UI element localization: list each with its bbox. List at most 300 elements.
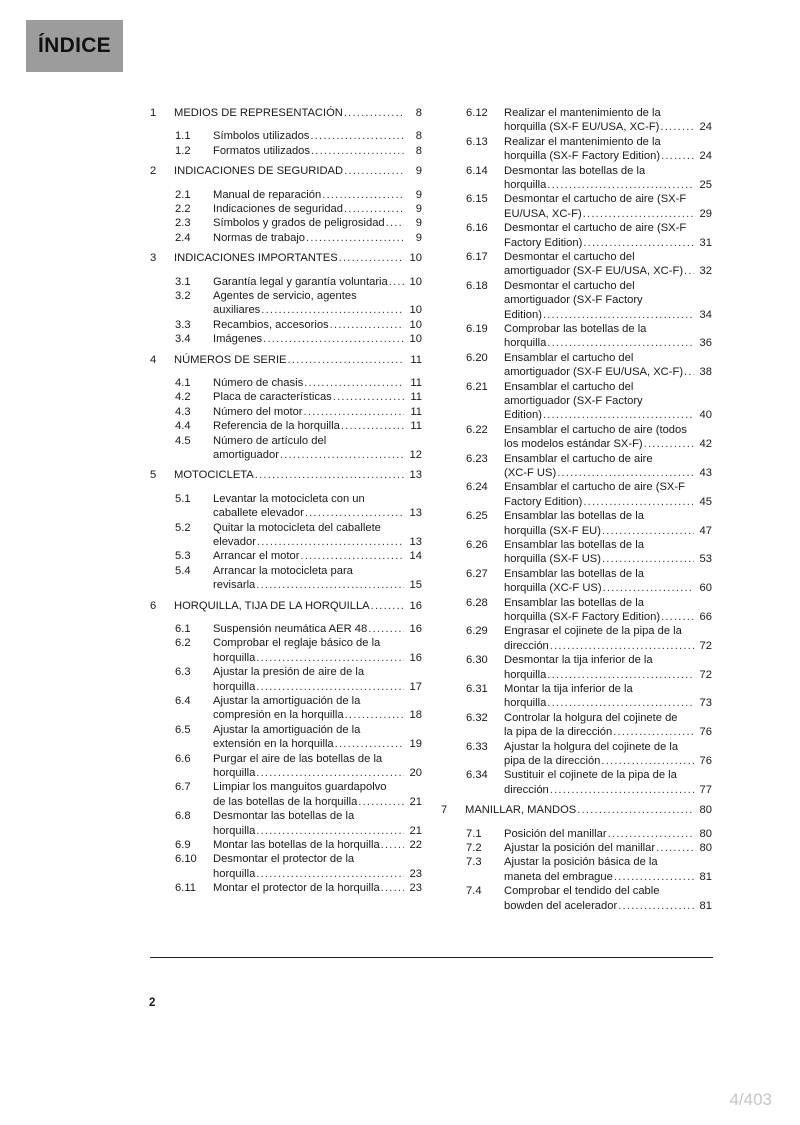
- toc-page-number: 76: [699, 755, 712, 767]
- toc-entry-title: dirección: [504, 639, 549, 652]
- toc-entry-title: Ajustar la amortiguación de la: [213, 695, 361, 707]
- toc-leader-dots: [547, 668, 694, 682]
- toc-entry-number: 4.3: [175, 405, 191, 418]
- toc-page-number: 60: [699, 582, 712, 595]
- toc-entry-number: 5.4: [175, 564, 191, 577]
- toc-entry-title: horquilla: [504, 179, 547, 191]
- toc-entry-title: Desmontar las botellas de la: [504, 164, 646, 177]
- toc-leader-dots: [543, 408, 694, 422]
- toc-entry-title: horquilla (SX-F EU): [504, 524, 601, 537]
- toc-entry-title: Montar el protector de la horquilla: [213, 882, 380, 895]
- toc-entry-title: MANILLAR, MANDOS: [465, 804, 577, 817]
- toc-leader-dots: [333, 390, 404, 404]
- toc-page-number: 8: [415, 107, 422, 119]
- toc-entry-title: horquilla: [504, 668, 547, 681]
- toc-page-number: 43: [699, 467, 712, 479]
- toc-entry-number: 6.26: [466, 539, 488, 551]
- toc-leader-dots: [255, 468, 404, 482]
- toc-page-number: 11: [410, 353, 422, 366]
- toc-entry-number: 4: [150, 353, 157, 366]
- toc-entry-title: amortiguador: [213, 449, 279, 461]
- toc-entry-title: Arrancar el motor: [213, 550, 300, 563]
- toc-entry-number: 4.1: [175, 377, 191, 389]
- toc-entry-title: maneta del embrague: [504, 870, 613, 883]
- toc-entry-title: Posición del manillar: [504, 827, 607, 840]
- toc-entry-title: Montar la tija inferior de la: [504, 683, 633, 695]
- toc-page-number: 42: [699, 438, 712, 451]
- toc-entry-title: Suspensión neumática AER 48: [213, 623, 368, 635]
- toc-leader-dots: [543, 308, 694, 322]
- toc-page-number: 9: [415, 188, 422, 201]
- toc-page-number: 76: [699, 726, 712, 739]
- toc-leader-dots: [583, 495, 694, 509]
- viewer-page-counter: 4/403: [729, 1090, 772, 1109]
- toc-entry-number: 6.5: [175, 723, 191, 736]
- toc-entry-number: 6.33: [466, 740, 488, 753]
- toc-entry-title: Montar las botellas de la horquilla: [213, 839, 380, 851]
- toc-leader-dots: [660, 120, 694, 134]
- toc-entry-number: 6.20: [466, 351, 488, 364]
- toc-entry-title: Ensamblar las botellas de la: [504, 510, 644, 523]
- toc-page-number: 8: [415, 130, 422, 143]
- toc-entry-number: 2.1: [175, 188, 191, 201]
- toc-page-number: 17: [409, 680, 422, 693]
- toc-page-number: 21: [409, 824, 422, 837]
- toc-page-number: 81: [699, 899, 712, 912]
- toc-entry-title: Número de chasis: [213, 377, 304, 389]
- toc-leader-dots: [661, 610, 694, 624]
- toc-leader-dots: [661, 149, 694, 163]
- toc-entry-title: Desmontar las botellas de la: [213, 810, 355, 823]
- toc-leader-dots: [330, 318, 404, 332]
- toc-entry-number: 1: [150, 107, 157, 119]
- toc-entry-number: 6.23: [466, 452, 488, 465]
- toc-page-number: 23: [409, 882, 422, 895]
- toc-entry-title: Desmontar el protector de la: [213, 853, 355, 866]
- toc-entry-title: Arrancar la motocicleta para: [213, 564, 353, 577]
- toc-page-number: 8: [415, 144, 422, 157]
- toc-page-number: 72: [699, 668, 712, 681]
- toc-entry-title: Manual de reparación: [213, 188, 322, 201]
- toc-leader-dots: [311, 144, 404, 158]
- toc-page-number: 32: [699, 265, 712, 278]
- toc-entry-title: Ensamblar las botellas de la: [504, 596, 644, 609]
- toc-entry-number: 3.2: [175, 290, 191, 302]
- toc-entry-title: bowden del acelerador: [504, 899, 618, 912]
- toc-page-number: 81: [699, 870, 712, 883]
- toc-entry-title: Ensamblar el cartucho del: [504, 351, 634, 364]
- toc-page-number: 16: [409, 651, 422, 664]
- toc-entry-number: 2.3: [175, 217, 191, 230]
- toc-page-number: 24: [699, 121, 712, 134]
- toc-entry-title: Ajustar la posición del manillar: [504, 842, 656, 854]
- toc-entry-number: 4.2: [175, 391, 191, 404]
- toc-page-number: 29: [699, 207, 712, 220]
- toc-entry-number: 6.19: [466, 323, 488, 335]
- toc-entry-title: Ajustar la amortiguación de la: [213, 723, 361, 736]
- toc-entry-title: horquilla (XC-F US): [504, 582, 602, 595]
- toc-leader-dots: [371, 599, 404, 613]
- toc-leader-dots: [601, 754, 694, 768]
- toc-entry-title: amortiguador (SX-F EU/USA, XC-F): [504, 265, 684, 278]
- toc-entry-number: 6.32: [466, 711, 488, 724]
- toc-entry-number: 3: [150, 252, 157, 265]
- toc-entry-title: Desmontar la tija inferior de la: [504, 654, 653, 667]
- toc-page-number: 72: [699, 639, 712, 652]
- toc-leader-dots: [256, 824, 404, 838]
- toc-page-number: 9: [415, 203, 422, 215]
- toc-entry-number: 7.4: [466, 885, 482, 898]
- toc-entry-title: MOTOCICLETA: [174, 469, 254, 482]
- toc-page-number: 80: [699, 804, 712, 817]
- toc-entry-number: 6.7: [175, 781, 191, 794]
- toc-entry-title: horquilla (SX-F Factory Edition): [504, 150, 661, 163]
- toc-entry-title: Comprobar las botellas de la: [504, 323, 647, 335]
- toc-entry-number: 5.3: [175, 550, 191, 563]
- toc-leader-dots: [547, 696, 694, 710]
- toc-entry-title: (XC-F US): [504, 467, 557, 479]
- toc-page-number: 9: [415, 165, 422, 178]
- toc-page-number: 31: [699, 236, 712, 249]
- toc-leader-dots: [389, 275, 404, 289]
- toc-leader-dots: [602, 524, 694, 538]
- toc-entry-title: Desmontar el cartucho del: [504, 251, 635, 263]
- toc-page-number: 9: [415, 231, 422, 244]
- toc-leader-dots: [257, 535, 404, 549]
- toc-page-number: 18: [409, 709, 422, 722]
- toc-entry-title: amortiguador (SX-F EU/USA, XC-F): [504, 366, 684, 379]
- toc-entry-title: Indicaciones de seguridad: [213, 203, 343, 215]
- toc-page-number: 12: [409, 449, 422, 461]
- toc-leader-dots: [344, 202, 404, 216]
- toc-page-number: 11: [410, 420, 422, 433]
- toc-entry-title: elevador: [213, 536, 256, 548]
- toc-entry-number: 1.2: [175, 144, 191, 157]
- toc-entry-number: 3.4: [175, 333, 191, 346]
- toc-leader-dots: [684, 365, 694, 379]
- toc-entry-title: horquilla: [504, 337, 547, 350]
- toc-page-number: 47: [699, 524, 712, 537]
- toc-entry-title: Controlar la holgura del cojinete de: [504, 711, 678, 724]
- toc-leader-dots: [322, 188, 404, 202]
- toc-leader-dots: [684, 264, 694, 278]
- toc-entry-number: 6.31: [466, 683, 488, 695]
- toc-leader-dots: [386, 216, 404, 230]
- toc-leader-dots: [644, 437, 694, 451]
- toc-leader-dots: [261, 303, 404, 317]
- toc-page-number: 10: [409, 275, 422, 288]
- toc-entry-title: Factory Edition): [504, 495, 583, 508]
- toc-entry-title: Purgar el aire de las botellas de la: [213, 752, 383, 765]
- toc-leader-dots: [613, 725, 694, 739]
- toc-leader-dots: [381, 881, 404, 895]
- toc-entry-title: Realizar el mantenimiento de la: [504, 135, 661, 148]
- toc-entry-title: EU/USA, XC-F): [504, 207, 582, 220]
- toc-leader-dots: [256, 680, 404, 694]
- toc-entry-number: 3.3: [175, 318, 191, 331]
- toc-entry-number: 6.21: [466, 380, 488, 393]
- toc-entry-title: horquilla (SX-F US): [504, 553, 601, 566]
- toc-leader-dots: [256, 578, 404, 592]
- toc-entry-title: Ensamblar las botellas de la: [504, 567, 644, 580]
- toc-entry-number: 6.4: [175, 695, 191, 707]
- toc-entry-title: Ajustar la posición básica de la: [504, 856, 658, 869]
- toc-entry-number: 7.1: [466, 827, 482, 840]
- toc-leader-dots: [550, 639, 694, 653]
- toc-leader-dots: [256, 651, 404, 665]
- toc-leader-dots: [583, 207, 694, 221]
- toc-entry-number: 6.22: [466, 423, 488, 436]
- toc-entry-title: NÚMEROS DE SERIE: [174, 353, 287, 366]
- toc-entry-number: 6.8: [175, 810, 191, 823]
- toc-page-number: 25: [699, 179, 712, 191]
- toc-leader-dots: [557, 466, 694, 480]
- toc-entry-number: 6.3: [175, 666, 191, 679]
- toc-page-number: 9: [415, 217, 422, 230]
- toc-entry-title: Quitar la motocicleta del caballete: [213, 521, 381, 534]
- toc-leader-dots: [305, 506, 404, 520]
- toc-page-number: 14: [409, 550, 422, 563]
- toc-entry-title: Ensamblar las botellas de la: [504, 539, 644, 551]
- toc-entry-title: Placa de características: [213, 391, 332, 404]
- toc-entry-title: horquilla: [213, 867, 256, 880]
- toc-page-number: 24: [699, 150, 712, 163]
- toc-page-number: 10: [409, 318, 422, 331]
- toc-entry-number: 6.1: [175, 623, 191, 635]
- toc-entry-number: 2: [150, 165, 157, 178]
- toc-page-number: 11: [410, 405, 422, 418]
- toc-leader-dots: [310, 129, 404, 143]
- toc-entry-title: Símbolos utilizados: [213, 130, 310, 143]
- toc-entry-title: Ensamblar el cartucho de aire (SX-F: [504, 481, 685, 494]
- toc-page-number: 36: [699, 337, 712, 350]
- toc-entry-title: Recambios, accesorios: [213, 318, 329, 331]
- toc-page-number: 21: [409, 795, 422, 808]
- toc-entry-number: 4.5: [175, 434, 191, 447]
- toc-entry-title: Comprobar el reglaje básico de la: [213, 637, 381, 650]
- toc-page-number: 80: [699, 827, 712, 840]
- toc-entry-title: compresión en la horquilla: [213, 709, 344, 722]
- toc-page-number: 23: [409, 867, 422, 880]
- toc-entry-number: 5: [150, 469, 157, 482]
- toc-entry-title: Ensamblar el cartucho del: [504, 380, 634, 393]
- toc-entry-number: 2.2: [175, 203, 191, 215]
- page-number: 2: [149, 997, 156, 1009]
- toc-entry-number: 1.1: [175, 130, 191, 143]
- toc-entry-title: amortiguador (SX-F Factory: [504, 395, 643, 407]
- toc-leader-dots: [602, 552, 694, 566]
- toc-entry-number: 5.1: [175, 492, 191, 505]
- toc-entry-title: Símbolos y grados de peligrosidad: [213, 217, 385, 230]
- footer-divider: [150, 957, 713, 958]
- toc-entry-number: 6.13: [466, 135, 488, 148]
- toc-page-number: 13: [409, 469, 422, 482]
- toc-entry-number: 6.11: [175, 882, 196, 895]
- toc-entry-number: 7.2: [466, 842, 482, 854]
- toc-entry-title: horquilla: [504, 697, 547, 710]
- toc-entry-number: 4.4: [175, 420, 191, 433]
- toc-entry-title: Número de artículo del: [213, 434, 327, 447]
- toc-entry-title: la pipa de la dirección: [504, 726, 613, 739]
- toc-page-number: 73: [699, 697, 712, 710]
- toc-leader-dots: [547, 336, 694, 350]
- toc-entry-title: INDICACIONES DE SEGURIDAD: [174, 165, 344, 178]
- toc-leader-dots: [256, 867, 404, 881]
- toc-entry-title: Factory Edition): [504, 236, 583, 249]
- toc-entry-title: Desmontar el cartucho de aire (SX-F: [504, 193, 687, 206]
- toc-entry-title: Edition): [504, 308, 542, 321]
- toc-leader-dots: [368, 622, 404, 636]
- toc-leader-dots: [577, 803, 694, 817]
- toc-entry-title: Comprobar el tendido del cable: [504, 885, 660, 898]
- toc-leader-dots: [339, 251, 404, 265]
- toc-leader-dots: [341, 419, 404, 433]
- toc-page-number: 16: [409, 599, 422, 612]
- toc-entry-title: horquilla: [213, 824, 256, 837]
- toc-entry-title: Limpiar los manguitos guardapolvo: [213, 781, 387, 794]
- toc-entry-title: Referencia de la horquilla: [213, 420, 340, 433]
- toc-entry-title: HORQUILLA, TIJA DE LA HORQUILLA: [174, 599, 370, 612]
- toc-entry-title: horquilla: [213, 651, 256, 664]
- toc-entry-number: 6.34: [466, 769, 488, 782]
- toc-entry-number: 5.2: [175, 521, 191, 534]
- toc-entry-title: pipa de la dirección: [504, 755, 601, 767]
- toc-entry-number: 7.3: [466, 856, 482, 869]
- toc-entry-title: Edition): [504, 409, 542, 422]
- toc-entry-number: 6.2: [175, 637, 191, 650]
- toc-entry-number: 6.17: [466, 251, 488, 263]
- toc-entry-title: Número del motor: [213, 405, 303, 418]
- toc-page-number: 80: [699, 842, 712, 854]
- index-tab: ÍNDICE: [26, 20, 123, 72]
- toc-entry-title: extensión en la horquilla: [213, 738, 334, 751]
- toc-entry-number: 6.10: [175, 853, 197, 866]
- toc-entry-number: 6.25: [466, 510, 488, 523]
- toc-entry-title: Desmontar el cartucho del: [504, 279, 635, 292]
- toc-leader-dots: [608, 827, 694, 841]
- toc-entry-title: Levantar la motocicleta con un: [213, 492, 365, 505]
- toc-entry-title: Ensamblar el cartucho de aire: [504, 452, 653, 465]
- toc-leader-dots: [547, 178, 694, 192]
- toc-entry-title: de las botellas de la horquilla: [213, 795, 358, 808]
- toc-page-number: 11: [410, 377, 422, 389]
- toc-leader-dots: [618, 899, 694, 913]
- toc-entry-title: Normas de trabajo: [213, 231, 306, 244]
- toc-entry-title: Ajustar la holgura del cojinete de la: [504, 740, 679, 753]
- toc-leader-dots: [583, 236, 694, 250]
- toc-entry-title: revisarla: [213, 579, 256, 592]
- toc-leader-dots: [306, 231, 404, 245]
- toc-page-number: 13: [409, 507, 422, 520]
- toc-page-number: 66: [699, 611, 712, 623]
- toc-leader-dots: [300, 549, 404, 563]
- toc-entry-number: 6.9: [175, 839, 191, 851]
- toc-leader-dots: [288, 353, 404, 367]
- toc-entry-title: Engrasar el cojinete de la pipa de la: [504, 625, 682, 638]
- toc-entry-number: 6.18: [466, 279, 488, 292]
- toc-entry-title: MEDIOS DE REPRESENTACIÓN: [174, 107, 343, 119]
- toc-entry-title: caballete elevador: [213, 507, 304, 520]
- toc-entry-title: horquilla (SX-F Factory Edition): [504, 611, 661, 623]
- toc-page-number: 77: [699, 783, 712, 796]
- toc-entry-number: 3.1: [175, 275, 191, 288]
- toc-entry-number: 6.29: [466, 625, 488, 638]
- toc-entry-number: 2.4: [175, 231, 191, 244]
- toc-leader-dots: [344, 106, 404, 120]
- toc-page-number: 10: [409, 333, 422, 346]
- toc-entry-number: 6: [150, 599, 157, 612]
- toc-entry-title: INDICACIONES IMPORTANTES: [174, 252, 338, 265]
- toc-entry-number: 6.30: [466, 654, 488, 667]
- toc-page-number: 10: [409, 304, 422, 317]
- toc-page-number: 20: [409, 767, 422, 779]
- toc-entry-number: 6.15: [466, 193, 488, 206]
- toc-entry-title: auxiliares: [213, 304, 261, 317]
- toc-page-number: 38: [699, 366, 712, 379]
- toc-entry-title: Desmontar el cartucho de aire (SX-F: [504, 222, 687, 235]
- toc-leader-dots: [381, 838, 404, 852]
- toc-leader-dots: [256, 766, 404, 780]
- toc-entry-title: Ajustar la presión de aire de la: [213, 666, 365, 679]
- toc-entry-title: Sustituir el cojinete de la pipa de la: [504, 769, 677, 782]
- toc-entry-title: Garantía legal y garantía voluntaria: [213, 275, 388, 288]
- toc-entry-title: los modelos estándar SX-F): [504, 438, 643, 451]
- toc-page-number: 16: [409, 623, 422, 635]
- toc-page-number: 34: [699, 308, 712, 321]
- toc-entry-number: 6.16: [466, 222, 488, 235]
- toc-leader-dots: [550, 783, 694, 797]
- toc-entry-title: Agentes de servicio, agentes: [213, 290, 357, 302]
- toc-entry-number: 6.28: [466, 596, 488, 609]
- toc-entry-title: amortiguador (SX-F Factory: [504, 294, 643, 307]
- toc-entry-title: Ensamblar el cartucho de aire (todos: [504, 423, 687, 436]
- toc-entry-title: horquilla: [213, 767, 256, 779]
- toc-entry-number: 7: [441, 804, 448, 817]
- toc-entry-title: dirección: [504, 783, 549, 796]
- toc-entry-title: Realizar el mantenimiento de la: [504, 107, 661, 119]
- toc-leader-dots: [358, 795, 404, 809]
- toc-leader-dots: [656, 841, 694, 855]
- toc-leader-dots: [304, 376, 404, 390]
- toc-page-number: 45: [699, 495, 712, 508]
- toc-leader-dots: [280, 448, 404, 462]
- toc-page-number: 10: [409, 252, 422, 265]
- toc-page-number: 22: [409, 839, 422, 851]
- toc-entry-title: horquilla: [213, 680, 256, 693]
- toc-entry-number: 6.14: [466, 164, 488, 177]
- toc-entry-title: Formatos utilizados: [213, 144, 310, 157]
- toc-entry-title: Imágenes: [213, 333, 263, 346]
- toc-leader-dots: [304, 405, 404, 419]
- toc-leader-dots: [614, 870, 694, 884]
- toc-entry-number: 6.12: [466, 107, 488, 119]
- toc-entry-number: 6.27: [466, 567, 488, 580]
- toc-leader-dots: [603, 581, 694, 595]
- toc-leader-dots: [345, 708, 404, 722]
- toc-page-number: 15: [409, 579, 422, 592]
- toc-page-number: 13: [409, 536, 422, 548]
- toc-page-number: 53: [699, 553, 712, 566]
- toc-page-number: 40: [699, 409, 712, 422]
- toc-page-number: 19: [409, 738, 422, 751]
- toc-entry-number: 6.24: [466, 481, 488, 494]
- toc-leader-dots: [335, 737, 404, 751]
- toc-entry-title: horquilla (SX-F EU/USA, XC-F): [504, 121, 660, 134]
- toc-leader-dots: [344, 164, 404, 178]
- toc-page-number: 11: [410, 391, 422, 404]
- toc-entry-number: 6.6: [175, 752, 191, 765]
- toc-leader-dots: [263, 332, 404, 346]
